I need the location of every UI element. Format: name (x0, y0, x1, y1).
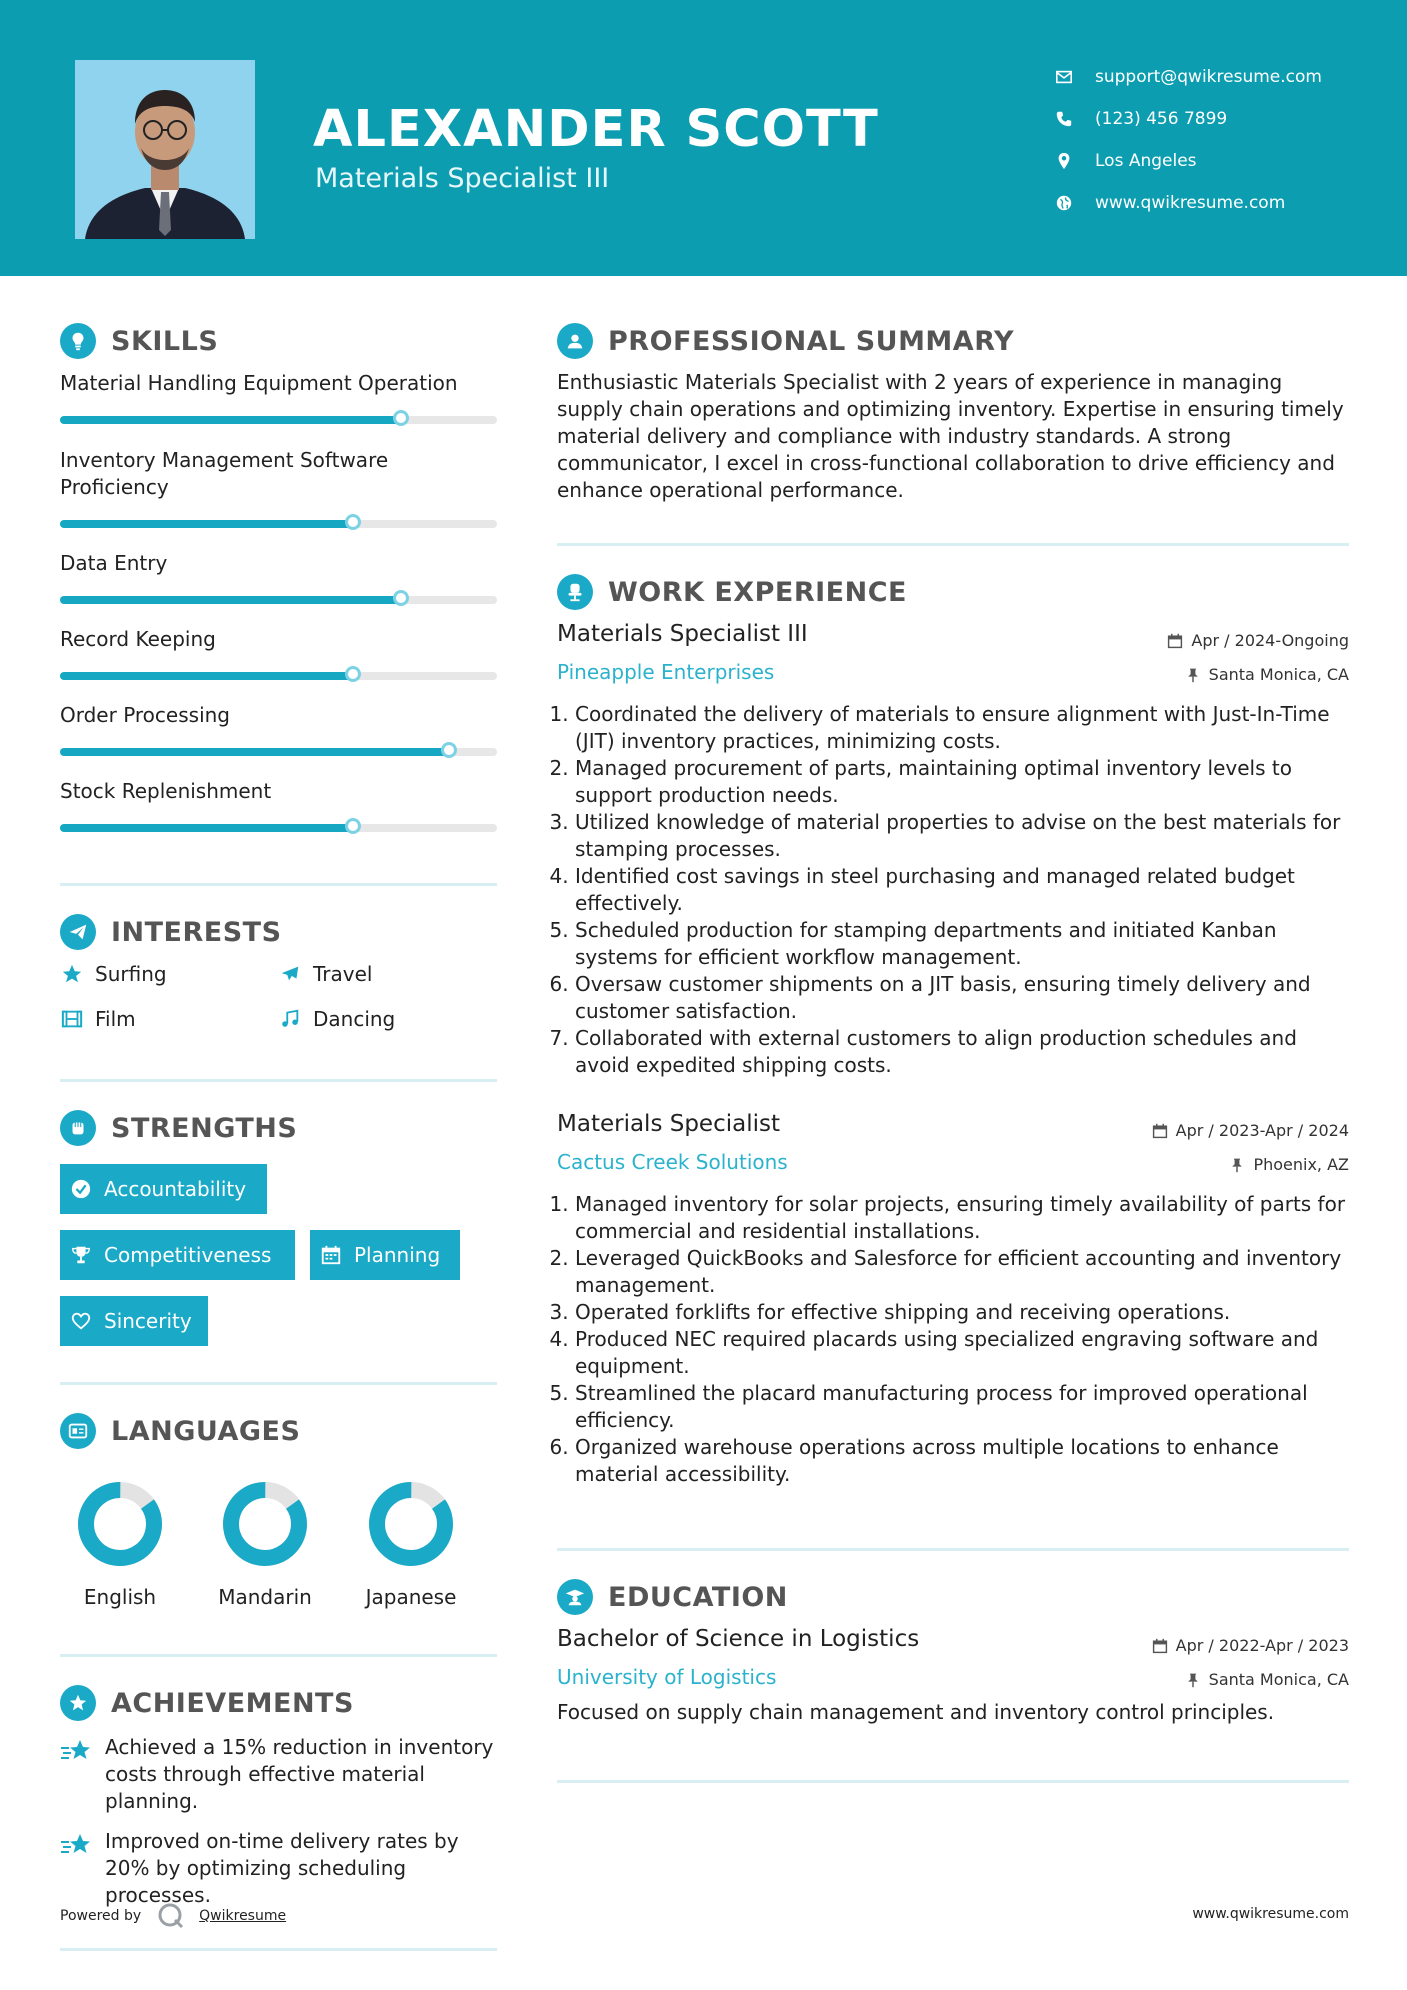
graduate-icon (557, 1579, 593, 1615)
section-divider (60, 1079, 497, 1082)
summary-text: Enthusiastic Materials Specialist with 2 years of experience in managing supply chain operations and optimizing inventory. Expertise in ensuring timely material delivery and compliance with industry standards. A strong communicator, I excel in cross-functional collaboration to drive efficiency and enhance operational performance. (557, 370, 1344, 502)
qwikresume-logo-icon (157, 1902, 185, 1930)
interest-item (60, 962, 167, 986)
skills-header (60, 321, 218, 361)
pushpin-icon (1185, 1672, 1201, 1688)
language-donut-fill (220, 1479, 310, 1569)
languages-header (60, 1411, 300, 1451)
brand-link[interactable]: Qwikresume (199, 1908, 287, 1924)
powered-by (60, 1902, 286, 1930)
skill-label: Stock Replenishment (60, 779, 272, 803)
job-bullet: 7. Collaborated with external customers to align production schedules and avoid expedited shipping costs. (575, 1025, 1349, 1079)
fist-icon (60, 1110, 96, 1146)
interest-label: Travel (313, 962, 373, 986)
language-item (205, 1479, 325, 1609)
skill-label: Material Handling Equipment Operation (60, 371, 458, 395)
language-item (351, 1479, 471, 1609)
language-donut (366, 1479, 456, 1569)
education-header (557, 1577, 788, 1617)
interest-item (278, 962, 372, 986)
pushpin-icon (1185, 667, 1201, 683)
achievements-header (60, 1683, 354, 1723)
job-bullet: 2. Managed procurement of parts, maintaining optimal inventory levels to support production needs. (575, 755, 1349, 809)
globe-icon (1055, 194, 1073, 212)
trophy-icon (70, 1244, 92, 1266)
education-location (1185, 1670, 1349, 1689)
envelope-icon (1055, 68, 1073, 86)
achievement-text: Improved on-time delivery rates by 20% by optimizing scheduling processes. (105, 1829, 459, 1907)
job-bullet: 6. Oversaw customer shipments on a JIT basis, ensuring timely delivery and customer satisfaction. (575, 971, 1349, 1025)
strength-label: Sincerity (104, 1309, 192, 1333)
strength-tag (60, 1230, 295, 1280)
resume-header (0, 0, 1407, 276)
summary-title: PROFESSIONAL SUMMARY (608, 325, 1015, 357)
interest-item (60, 1007, 136, 1031)
skill-bar (60, 748, 497, 756)
job-title: Materials Specialist III (557, 621, 808, 647)
heart-icon (70, 1310, 92, 1332)
skill-bar-knob (441, 742, 457, 758)
language-donut-fill (75, 1479, 165, 1569)
language-label: Japanese (365, 1585, 457, 1609)
skill-bar-fill (60, 672, 353, 680)
section-divider (557, 1548, 1349, 1551)
job-bullets (557, 701, 1349, 1079)
achievement-text: Achieved a 15% reduction in inventory costs through effective material planning. (105, 1735, 494, 1813)
star-badge-icon (60, 1685, 96, 1721)
strength-tag (60, 1164, 267, 1214)
section-divider (60, 883, 497, 886)
footer-website[interactable]: www.qwikresume.com (1192, 1906, 1349, 1922)
language-label: English (83, 1585, 157, 1609)
skill-bar-knob (345, 818, 361, 834)
location-text: Los Angeles (1095, 151, 1197, 171)
strength-label: Planning (354, 1243, 441, 1267)
skill-bar-fill (60, 596, 401, 604)
skill-label: Order Processing (60, 703, 230, 727)
job-dates-text: Apr / 2023-Apr / 2024 (1175, 1121, 1349, 1140)
education-dates-text: Apr / 2022-Apr / 2023 (1175, 1636, 1349, 1655)
check-circle-icon (70, 1178, 92, 1200)
education-location-text: Santa Monica, CA (1208, 1670, 1349, 1689)
email-text: support@qwikresume.com (1095, 67, 1322, 87)
education-dates (1152, 1636, 1349, 1655)
skill-bar-fill (60, 520, 353, 528)
paper-plane-icon (60, 914, 96, 950)
interest-item (278, 1007, 395, 1031)
phone-icon (1055, 110, 1073, 128)
skill-bar-knob (345, 666, 361, 682)
achievement-item (60, 1734, 497, 1815)
degree-title: Bachelor of Science in Logistics (557, 1626, 920, 1652)
star-icon (60, 963, 84, 985)
plane-icon (278, 963, 302, 985)
strength-label: Competitiveness (104, 1243, 272, 1267)
music-icon (278, 1008, 302, 1030)
strengths-header (60, 1108, 297, 1148)
calendar-icon (1152, 1638, 1168, 1654)
section-divider (557, 1780, 1349, 1783)
map-pin-icon (1055, 152, 1073, 170)
interest-label: Dancing (313, 1007, 396, 1031)
school-name: University of Logistics (557, 1665, 777, 1689)
education-description: Focused on supply chain management and inventory control principles. (557, 1700, 1275, 1724)
interests-header (60, 912, 282, 952)
skill-bar (60, 520, 497, 528)
language-card-icon (60, 1413, 96, 1449)
contact-phone[interactable] (1055, 98, 1322, 140)
job-bullet: 3. Operated forklifts for effective shipping and receiving operations. (575, 1299, 1349, 1326)
user-icon (557, 323, 593, 359)
skill-bar-knob (393, 590, 409, 606)
achievements-title: ACHIEVEMENTS (111, 1687, 354, 1719)
section-divider (60, 1382, 497, 1385)
languages-title: LANGUAGES (111, 1415, 301, 1447)
language-donut (220, 1479, 310, 1569)
skill-bar (60, 416, 497, 424)
job-bullet: 1. Managed inventory for solar projects, ensuring timely availability of parts for commercial and residential installations. (575, 1191, 1349, 1245)
education-title: EDUCATION (608, 1581, 788, 1613)
pushpin-icon (1229, 1157, 1245, 1173)
contact-location (1055, 140, 1322, 182)
strength-tag (310, 1230, 460, 1280)
summary-header (557, 321, 1014, 361)
interests-title: INTERESTS (111, 916, 282, 948)
job-bullet: 6. Organized warehouse operations across multiple locations to enhance material accessibility. (575, 1434, 1349, 1488)
job-bullets (557, 1191, 1349, 1488)
skill-label: Inventory Management Software Proficiency (60, 448, 389, 499)
section-divider (60, 1948, 497, 1951)
job-location (1229, 1155, 1349, 1174)
job-dates-text: Apr / 2024-Ongoing (1191, 631, 1349, 650)
experience-title: WORK EXPERIENCE (608, 576, 907, 608)
skill-bar (60, 824, 497, 832)
lightbulb-icon (60, 323, 96, 359)
skill-bar (60, 596, 497, 604)
candidate-name: ALEXANDER SCOTT (313, 100, 879, 159)
contact-email[interactable] (1055, 56, 1322, 98)
job-title: Materials Specialist (557, 1111, 780, 1137)
website-text: www.qwikresume.com (1095, 193, 1286, 213)
language-donut-fill (366, 1479, 456, 1569)
chair-icon (557, 574, 593, 610)
section-divider (60, 1654, 497, 1657)
interest-label: Surfing (95, 962, 167, 986)
contact-website[interactable] (1055, 182, 1322, 224)
language-donut (75, 1479, 165, 1569)
job-bullet: 1. Coordinated the delivery of materials to ensure alignment with Just-In-Time (JIT) inventory practices, minimizing costs. (575, 701, 1349, 755)
strength-tag (60, 1296, 208, 1346)
job-dates (1167, 631, 1349, 650)
job-bullet: 2. Leveraged QuickBooks and Salesforce for efficient accounting and inventory management. (575, 1245, 1349, 1299)
shooting-star-icon (60, 1830, 94, 1860)
job-bullet: 4. Produced NEC required placards using specialized engraving software and equipment. (575, 1326, 1349, 1380)
strength-label: Accountability (104, 1177, 247, 1201)
achievement-item (60, 1828, 497, 1909)
job-company: Pineapple Enterprises (557, 660, 775, 684)
job-location (1185, 665, 1349, 684)
job-dates (1152, 1121, 1349, 1140)
skill-label: Record Keeping (60, 627, 216, 651)
language-item (60, 1479, 180, 1609)
interest-label: Film (95, 1007, 136, 1031)
job-location-text: Santa Monica, CA (1208, 665, 1349, 684)
skill-bar (60, 672, 497, 680)
job-company: Cactus Creek Solutions (557, 1150, 788, 1174)
skill-label: Data Entry (60, 551, 168, 575)
job-bullet: 5. Scheduled production for stamping departments and initiated Kanban systems for efficient workflow management. (575, 917, 1349, 971)
skill-bar-fill (60, 416, 401, 424)
language-label: Mandarin (218, 1585, 312, 1609)
contact-block (1055, 56, 1322, 224)
profile-photo (75, 60, 255, 239)
skill-bar-knob (393, 410, 409, 426)
strengths-title: STRENGTHS (111, 1112, 298, 1144)
powered-by-text: Powered by (60, 1908, 142, 1924)
skill-bar-fill (60, 824, 353, 832)
calendar-icon (1152, 1123, 1168, 1139)
job-bullet: 4. Identified cost savings in steel purchasing and managed related budget effectively. (575, 863, 1349, 917)
phone-text: (123) 456 7899 (1095, 109, 1228, 129)
skills-title: SKILLS (111, 325, 219, 357)
candidate-role: Materials Specialist III (315, 163, 610, 194)
film-icon (60, 1008, 84, 1030)
experience-header (557, 572, 907, 612)
job-bullet: 5. Streamlined the placard manufacturing process for improved operational efficiency. (575, 1380, 1349, 1434)
calendar-icon (1167, 633, 1183, 649)
job-location-text: Phoenix, AZ (1253, 1155, 1349, 1174)
skill-bar-fill (60, 748, 449, 756)
section-divider (557, 543, 1349, 546)
shooting-star-icon (60, 1736, 94, 1766)
calendar-icon (320, 1244, 342, 1266)
job-bullet: 3. Utilized knowledge of material properties to advise on the best materials for stamping processes. (575, 809, 1349, 863)
skill-bar-knob (345, 514, 361, 530)
